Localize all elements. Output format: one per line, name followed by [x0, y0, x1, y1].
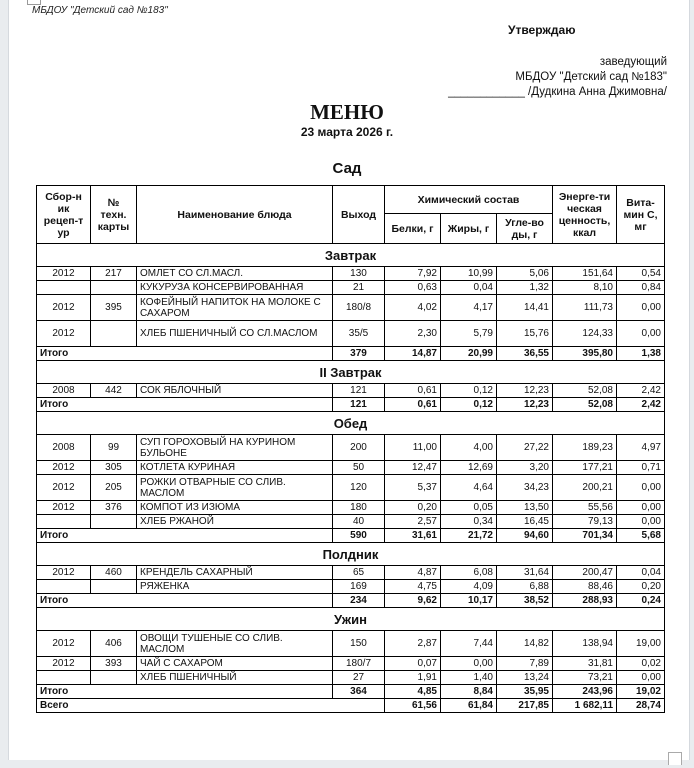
subtotal-energy: 395,80 [553, 347, 617, 361]
cell-name: ОМЛЕТ СО СЛ.МАСЛ. [137, 267, 333, 281]
subtotal-protein: 4,85 [385, 685, 441, 699]
cell-energy: 73,21 [553, 671, 617, 685]
grand-total-row [37, 699, 665, 713]
subtotal-carbs: 94,60 [497, 529, 553, 543]
cell-yield: 180 [333, 501, 385, 515]
subtotal-fat: 21,72 [441, 529, 497, 543]
table-row [37, 267, 665, 281]
cell-protein: 11,00 [385, 435, 441, 461]
cell-yield: 21 [333, 281, 385, 295]
cell-fat: 4,00 [441, 435, 497, 461]
group-title: Сад [332, 160, 362, 177]
cell-collection: 2012 [37, 321, 91, 347]
menu-body [37, 244, 665, 713]
subtotal-row [37, 347, 665, 361]
cell-name: ХЛЕБ РЖАНОЙ [137, 515, 333, 529]
cell-collection: 2012 [37, 566, 91, 580]
cell-vitc: 0,71 [617, 461, 665, 475]
cell-vitc: 0,00 [617, 321, 665, 347]
col-energy-header: Энерге-ти ческая ценность, ккал [553, 186, 617, 244]
meal-title: Обед [37, 412, 665, 435]
cell-carbs: 6,88 [497, 580, 553, 594]
cell-card: 99 [91, 435, 137, 461]
subtotal-protein: 9,62 [385, 594, 441, 608]
table-row [37, 384, 665, 398]
cell-protein: 4,75 [385, 580, 441, 594]
subtotal-carbs: 38,52 [497, 594, 553, 608]
subtotal-fat: 8,84 [441, 685, 497, 699]
meal-section-row [37, 608, 665, 631]
cell-carbs: 16,45 [497, 515, 553, 529]
cell-carbs: 13,50 [497, 501, 553, 515]
cell-collection [37, 281, 91, 295]
cell-vitc: 0,04 [617, 566, 665, 580]
table-row [37, 281, 665, 295]
cell-carbs: 31,64 [497, 566, 553, 580]
cell-collection: 2008 [37, 435, 91, 461]
col-yield-header: Выход [333, 186, 385, 244]
cell-collection: 2012 [37, 631, 91, 657]
subtotal-row [37, 685, 665, 699]
subtotal-label: Итого [37, 398, 333, 412]
cell-protein: 7,92 [385, 267, 441, 281]
subtotal-energy: 701,34 [553, 529, 617, 543]
cell-fat: 0,04 [441, 281, 497, 295]
cell-vitc: 0,54 [617, 267, 665, 281]
table-row [37, 657, 665, 671]
cell-protein: 0,07 [385, 657, 441, 671]
signer-signature-line: ____________ /Дудкина Анна Джимовна/ [448, 86, 667, 98]
table-row [37, 515, 665, 529]
cell-fat: 4,64 [441, 475, 497, 501]
subtotal-label: Итого [37, 347, 333, 361]
menu-date: 23 марта 2026 г. [300, 125, 394, 139]
table-row [37, 295, 665, 321]
col-name-header: Наименование блюда [137, 186, 333, 244]
cell-vitc: 0,00 [617, 475, 665, 501]
cell-protein: 4,87 [385, 566, 441, 580]
cell-card: 205 [91, 475, 137, 501]
cell-collection [37, 671, 91, 685]
cell-protein: 2,87 [385, 631, 441, 657]
cell-yield: 120 [333, 475, 385, 501]
cell-carbs: 7,89 [497, 657, 553, 671]
cell-energy: 79,13 [553, 515, 617, 529]
cell-yield: 50 [333, 461, 385, 475]
cell-yield: 180/8 [333, 295, 385, 321]
cell-protein: 0,63 [385, 281, 441, 295]
cell-card: 393 [91, 657, 137, 671]
cell-fat: 0,34 [441, 515, 497, 529]
cell-fat: 0,12 [441, 384, 497, 398]
cell-yield: 150 [333, 631, 385, 657]
cell-card [91, 321, 137, 347]
cell-card [91, 580, 137, 594]
table-row [37, 501, 665, 515]
subtotal-label: Итого [37, 529, 333, 543]
page-title: МЕНЮ [310, 100, 384, 124]
cell-energy: 111,73 [553, 295, 617, 321]
cell-card [91, 671, 137, 685]
cell-carbs: 13,24 [497, 671, 553, 685]
cell-protein: 2,30 [385, 321, 441, 347]
cell-carbs: 5,06 [497, 267, 553, 281]
cell-name: РЯЖЕНКА [137, 580, 333, 594]
subtotal-yield: 121 [333, 398, 385, 412]
subtotal-fat: 10,17 [441, 594, 497, 608]
cell-vitc: 4,97 [617, 435, 665, 461]
cell-card: 460 [91, 566, 137, 580]
cell-name: СОК ЯБЛОЧНЫЙ [137, 384, 333, 398]
table-row [37, 631, 665, 657]
cell-protein: 1,91 [385, 671, 441, 685]
col-card-header: № техн. карты [91, 186, 137, 244]
cell-card: 217 [91, 267, 137, 281]
col-protein-header: Белки, г [385, 214, 441, 244]
cell-energy: 189,23 [553, 435, 617, 461]
subtotal-row [37, 398, 665, 412]
meal-title: Полдник [37, 543, 665, 566]
cell-collection: 2012 [37, 295, 91, 321]
cell-vitc: 0,84 [617, 281, 665, 295]
cell-fat: 4,09 [441, 580, 497, 594]
meal-section-row [37, 412, 665, 435]
cell-yield: 180/7 [333, 657, 385, 671]
cell-fat: 4,17 [441, 295, 497, 321]
subtotal-yield: 234 [333, 594, 385, 608]
subtotal-protein: 31,61 [385, 529, 441, 543]
col-collection-header: Сбор-н ик рецеп-т ур [37, 186, 91, 244]
cell-card [91, 281, 137, 295]
cell-energy: 31,81 [553, 657, 617, 671]
subtotal-vitc: 0,24 [617, 594, 665, 608]
cell-carbs: 12,23 [497, 384, 553, 398]
cell-card: 442 [91, 384, 137, 398]
table-row [37, 671, 665, 685]
cell-card: 406 [91, 631, 137, 657]
table-row [37, 475, 665, 501]
subtotal-yield: 364 [333, 685, 385, 699]
cell-name: ОВОЩИ ТУШЕНЫЕ СО СЛИВ. МАСЛОМ [137, 631, 333, 657]
cell-protein: 0,20 [385, 501, 441, 515]
signer-organization: МБДОУ "Детский сад №183" [515, 71, 667, 83]
subtotal-fat: 20,99 [441, 347, 497, 361]
cell-name: КОТЛЕТА КУРИНАЯ [137, 461, 333, 475]
cell-fat: 10,99 [441, 267, 497, 281]
cell-vitc: 0,02 [617, 657, 665, 671]
cell-yield: 121 [333, 384, 385, 398]
cell-card [91, 515, 137, 529]
cell-yield: 65 [333, 566, 385, 580]
table-row [37, 580, 665, 594]
cell-protein: 5,37 [385, 475, 441, 501]
subtotal-energy: 243,96 [553, 685, 617, 699]
grand-total-energy: 1 682,11 [553, 699, 617, 713]
subtotal-carbs: 36,55 [497, 347, 553, 361]
cell-collection: 2012 [37, 461, 91, 475]
cell-name: КУКУРУЗА КОНСЕРВИРОВАННАЯ [137, 281, 333, 295]
cell-vitc: 0,20 [617, 580, 665, 594]
cell-yield: 35/5 [333, 321, 385, 347]
table-row [37, 461, 665, 475]
cell-protein: 12,47 [385, 461, 441, 475]
cell-carbs: 15,76 [497, 321, 553, 347]
subtotal-vitc: 19,02 [617, 685, 665, 699]
subtotal-carbs: 35,95 [497, 685, 553, 699]
meal-section-row [37, 543, 665, 566]
menu-table [36, 185, 665, 713]
cell-fat: 6,08 [441, 566, 497, 580]
cell-energy: 151,64 [553, 267, 617, 281]
cell-collection [37, 580, 91, 594]
subtotal-carbs: 12,23 [497, 398, 553, 412]
subtotal-energy: 288,93 [553, 594, 617, 608]
cell-carbs: 14,41 [497, 295, 553, 321]
cell-collection: 2012 [37, 475, 91, 501]
cell-vitc: 0,00 [617, 515, 665, 529]
cell-collection: 2012 [37, 657, 91, 671]
subtotal-row [37, 529, 665, 543]
cell-carbs: 34,23 [497, 475, 553, 501]
cell-name: ХЛЕБ ПШЕНИЧНЫЙ [137, 671, 333, 685]
page-corner-marker-bottom [668, 752, 682, 765]
cell-vitc: 2,42 [617, 384, 665, 398]
cell-fat: 0,05 [441, 501, 497, 515]
col-carbs-header: Угле-во ды, г [497, 214, 553, 244]
cell-name: ХЛЕБ ПШЕНИЧНЫЙ СО СЛ.МАСЛОМ [137, 321, 333, 347]
approval-label: Утверждаю [508, 23, 576, 37]
meal-section-row [37, 244, 665, 267]
cell-name: ЧАЙ С САХАРОМ [137, 657, 333, 671]
subtotal-label: Итого [37, 594, 333, 608]
subtotal-row [37, 594, 665, 608]
cell-energy: 138,94 [553, 631, 617, 657]
table-row [37, 435, 665, 461]
subtotal-fat: 0,12 [441, 398, 497, 412]
cell-energy: 55,56 [553, 501, 617, 515]
subtotal-vitc: 2,42 [617, 398, 665, 412]
cell-energy: 52,08 [553, 384, 617, 398]
subtotal-energy: 52,08 [553, 398, 617, 412]
table-row [37, 566, 665, 580]
signer-position: заведующий [599, 56, 667, 68]
col-fat-header: Жиры, г [441, 214, 497, 244]
cell-energy: 8,10 [553, 281, 617, 295]
cell-fat: 5,79 [441, 321, 497, 347]
meal-title: II Завтрак [37, 361, 665, 384]
meal-section-row [37, 361, 665, 384]
cell-protein: 0,61 [385, 384, 441, 398]
cell-name: КОФЕЙНЫЙ НАПИТОК НА МОЛОКЕ С САХАРОМ [137, 295, 333, 321]
subtotal-yield: 379 [333, 347, 385, 361]
grand-total-vitc: 28,74 [617, 699, 665, 713]
cell-collection: 2012 [37, 267, 91, 281]
cell-fat: 12,69 [441, 461, 497, 475]
cell-vitc: 0,00 [617, 501, 665, 515]
subtotal-label: Итого [37, 685, 333, 699]
subtotal-vitc: 5,68 [617, 529, 665, 543]
cell-yield: 27 [333, 671, 385, 685]
cell-name: КОМПОТ ИЗ ИЗЮМА [137, 501, 333, 515]
cell-vitc: 0,00 [617, 295, 665, 321]
cell-carbs: 3,20 [497, 461, 553, 475]
grand-total-label: Всего [37, 699, 385, 713]
cell-yield: 200 [333, 435, 385, 461]
cell-collection: 2012 [37, 501, 91, 515]
subtotal-yield: 590 [333, 529, 385, 543]
subtotal-vitc: 1,38 [617, 347, 665, 361]
cell-card: 305 [91, 461, 137, 475]
cell-yield: 40 [333, 515, 385, 529]
cell-name: РОЖКИ ОТВАРНЫЕ СО СЛИВ. МАСЛОМ [137, 475, 333, 501]
cell-energy: 200,21 [553, 475, 617, 501]
cell-collection: 2008 [37, 384, 91, 398]
subtotal-protein: 14,87 [385, 347, 441, 361]
cell-energy: 124,33 [553, 321, 617, 347]
col-chem-header: Химический состав [385, 186, 553, 214]
cell-carbs: 14,82 [497, 631, 553, 657]
grand-total-fat: 61,84 [441, 699, 497, 713]
cell-card: 376 [91, 501, 137, 515]
organization-header: МБДОУ "Детский сад №183" [32, 5, 168, 16]
cell-energy: 177,21 [553, 461, 617, 475]
cell-vitc: 19,00 [617, 631, 665, 657]
cell-yield: 169 [333, 580, 385, 594]
table-row [37, 321, 665, 347]
cell-energy: 88,46 [553, 580, 617, 594]
cell-fat: 7,44 [441, 631, 497, 657]
cell-name: СУП ГОРОХОВЫЙ НА КУРИНОМ БУЛЬОНЕ [137, 435, 333, 461]
meal-title: Ужин [37, 608, 665, 631]
cell-energy: 200,47 [553, 566, 617, 580]
cell-collection [37, 515, 91, 529]
subtotal-protein: 0,61 [385, 398, 441, 412]
signer-block [448, 55, 667, 100]
grand-total-protein: 61,56 [385, 699, 441, 713]
cell-vitc: 0,00 [617, 671, 665, 685]
cell-card: 395 [91, 295, 137, 321]
grand-total-carbs: 217,85 [497, 699, 553, 713]
cell-name: КРЕНДЕЛЬ САХАРНЫЙ [137, 566, 333, 580]
meal-title: Завтрак [37, 244, 665, 267]
cell-fat: 1,40 [441, 671, 497, 685]
cell-yield: 130 [333, 267, 385, 281]
cell-carbs: 27,22 [497, 435, 553, 461]
cell-protein: 2,57 [385, 515, 441, 529]
cell-fat: 0,00 [441, 657, 497, 671]
cell-protein: 4,02 [385, 295, 441, 321]
cell-carbs: 1,32 [497, 281, 553, 295]
col-vitc-header: Вита-мин С, мг [617, 186, 665, 244]
